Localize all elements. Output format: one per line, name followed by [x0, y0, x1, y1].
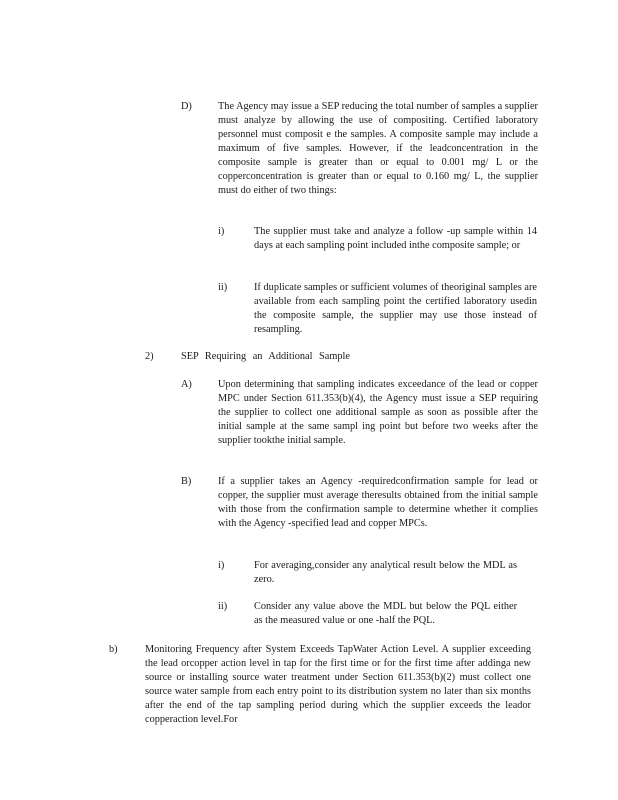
item-label-2-B: B)	[181, 476, 192, 487]
item-2-B-text: If a supplier takes an Agency -requiredconfirmation sample for lead or copper, the supplier must average theresults obtained from the initial sample with those from the confirmation sample to determine whether it complies with the Agency -specified lead and copper MPCs.	[218, 476, 538, 529]
subitem-B-ii-text: Consider any value above the MDL but below the PQL either as the measured value or one -half the PQL.	[254, 601, 517, 626]
subitem-D-ii-text: If duplicate samples or sufficient volumes of theoriginal samples are available from each sampling point the certified laboratory usedin the composite sample, the supplier may use those instead of resampling.	[254, 282, 537, 335]
item-b-text: Monitoring Frequency after System Exceeds TapWater Action Level. A supplier exceeding the lead orcopper action level in tap for the first time or for the first time after addinga new source or installing source water treatment under Section 611.353(b)(2) must collect one source water sample from each entry point to its distribution system no later than six months after the end of the tap sampling period during which the supplier exceeds the leador copperaction level.For	[145, 644, 531, 725]
item-label-2: 2)	[145, 351, 154, 362]
item-label-D: D)	[181, 101, 192, 112]
subitem-B-i-text: For averaging,consider any analytical result below the MDL as zero.	[254, 560, 517, 585]
subitem-label-B-i: i)	[218, 560, 225, 571]
subitem-D-i-text: The supplier must take and analyze a follow -up sample within 14 days at each sampling point included inthe composite sample; or	[254, 226, 537, 251]
item-label-b: b)	[109, 644, 118, 655]
item-2-heading: SEP Requiring an Additional Sample	[181, 351, 350, 362]
subitem-label-D-i: i)	[218, 226, 225, 237]
item-D-text: The Agency may issue a SEP reducing the total number of samples a supplier must analyze by allowing the use of compositing. Certified laboratory personnel must composit e the samples. A composite sample may include a maximum of five samples. However, if the leadconcentration in the composite sample is greater than or equal to 0.001 mg/ L or the copperconcentration is greater than or equal to 0.160 mg/ L, the supplier must do either of two things:	[218, 101, 538, 196]
item-2-A-text: Upon determining that sampling indicates exceedance of the lead or copper MPC under Section 611.353(b)(4), the Agency must issue a SEP requiring the supplier to collect one additional sample as soon as possible after the initial sample at the same sampl ing point but before two weeks after the supplier tookthe initial sample.	[218, 379, 538, 446]
subitem-label-D-ii: ii)	[218, 282, 228, 293]
item-label-2-A: A)	[181, 379, 192, 390]
subitem-label-B-ii: ii)	[218, 601, 228, 612]
